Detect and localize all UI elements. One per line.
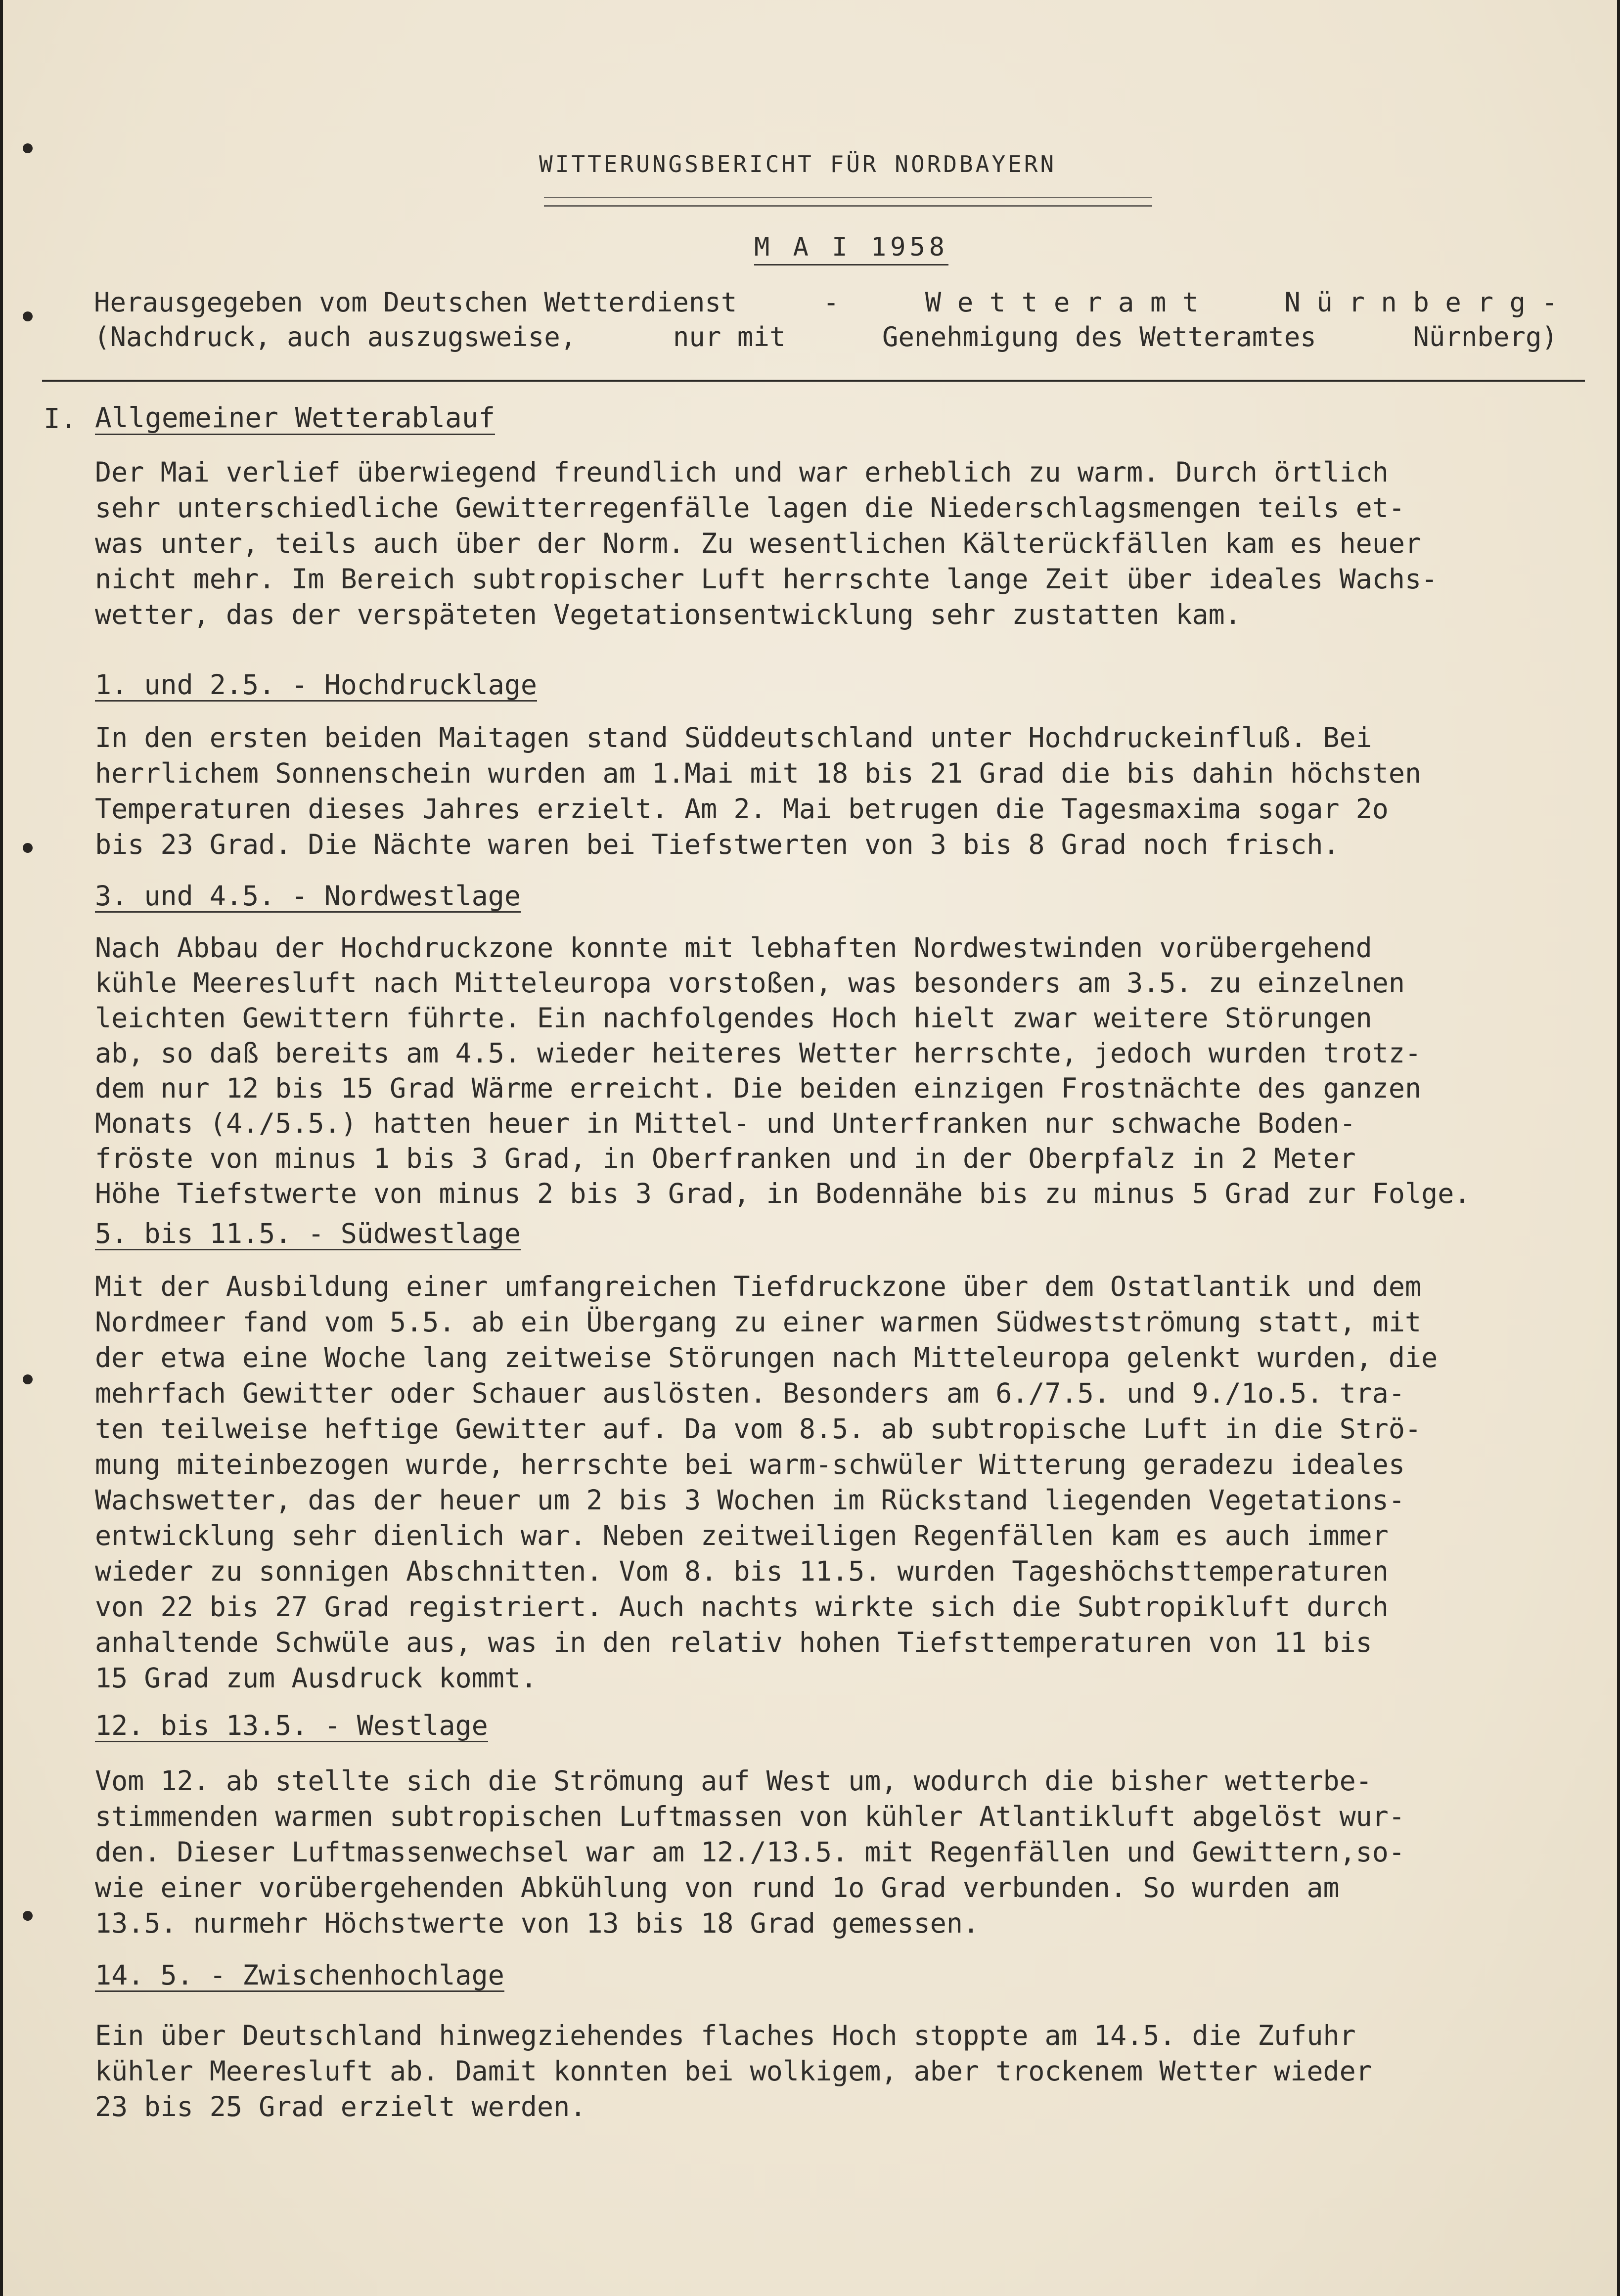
text-line: anhaltende Schwüle aus, was in den relativ hohen Tiefsttemperaturen von 11 bis (95, 1627, 1372, 1658)
text-line: von 22 bis 27 Grad registriert. Auch nachts wirkte sich die Subtropikluft durch (95, 1591, 1389, 1623)
page-edge-left (0, 0, 3, 2296)
punch-hole-icon (23, 1911, 33, 1921)
text-line: 23 bis 25 Grad erzielt werden. (95, 2091, 586, 2122)
text-line: 13.5. nurmehr Höchstwerte von 13 bis 18 Grad gemessen. (95, 1907, 980, 1939)
period-heading: 1. und 2.5. - Hochdrucklage (95, 669, 538, 701)
punch-hole-icon (23, 1374, 33, 1384)
period-heading: 12. bis 13.5. - Westlage (95, 1710, 488, 1741)
text-line: wie einer vorübergehenden Abkühlung von rund 1o Grad verbunden. So wurden am (95, 1872, 1340, 1903)
publisher-city: N ü r n b e r g - (1284, 287, 1558, 318)
reprint-approval: Genehmigung des Wetteramtes (882, 321, 1316, 353)
text-line: wieder zu sonnigen Abschnitten. Vom 8. bis 11.5. wurden Tageshöchsttemperaturen (95, 1555, 1389, 1587)
reprint-city: Nürnberg) (1413, 321, 1558, 353)
text-line: Nordmeer fand vom 5.5. ab ein Übergang zu einer warmen Südwestströmung statt, mit (95, 1306, 1422, 1338)
text-line: wetter, das der verspäteten Vegetationsentwicklung sehr zustatten kam. (95, 599, 1241, 630)
text-line: nicht mehr. Im Bereich subtropischer Luft herrschte lange Zeit über ideales Wachs- (95, 563, 1438, 595)
text-line: der etwa eine Woche lang zeitweise Störungen nach Mitteleuropa gelenkt wurden, die (95, 1342, 1438, 1373)
section-title: Allgemeiner Wetterablauf (95, 402, 495, 434)
text-line: fröste von minus 1 bis 3 Grad, in Oberfranken und in der Oberpfalz in 2 Meter (95, 1143, 1356, 1174)
text-line: den. Dieser Luftmassenwechsel war am 12./13.5. mit Regenfällen und Gewittern,so- (95, 1836, 1405, 1868)
text-line: 15 Grad zum Ausdruck kommt. (95, 1662, 538, 1694)
text-line: kühle Meeresluft nach Mitteleuropa vorstoßen, was besonders am 3.5. zu einzelnen (95, 967, 1405, 999)
period-heading: 3. und 4.5. - Nordwestlage (95, 880, 521, 912)
text-line: dem nur 12 bis 15 Grad Wärme erreicht. Die beiden einzigen Frostnächte des ganzen (95, 1072, 1422, 1104)
publisher-office: W e t t e r a m t (925, 287, 1199, 318)
header-rule (42, 380, 1585, 382)
text-line: mung miteinbezogen wurde, herrschte bei warm-schwüler Witterung geradezu ideales (95, 1449, 1405, 1480)
period-heading: 5. bis 11.5. - Südwestlage (95, 1218, 521, 1249)
text-line: bis 23 Grad. Die Nächte waren bei Tiefstwerten von 3 bis 8 Grad noch frisch. (95, 829, 1340, 860)
reprint-only-with: nur mit (673, 321, 786, 353)
text-line: kühler Meeresluft ab. Damit konnten bei wolkigem, aber trockenem Wetter wieder (95, 2055, 1372, 2087)
publisher-line (94, 287, 1558, 318)
text-line: Wachswetter, das der heuer um 2 bis 3 Wochen im Rückstand liegenden Vegetations- (95, 1484, 1405, 1516)
text-line: stimmenden warmen subtropischen Luftmassen von kühler Atlantikluft abgelöst wur- (95, 1801, 1405, 1832)
section-number: I. (44, 403, 77, 435)
text-line: sehr unterschiedliche Gewitterregenfälle lagen die Niederschlagsmengen teils et- (95, 492, 1405, 524)
text-line: mehrfach Gewitter oder Schauer auslösten. Besonders am 6./7.5. und 9./1o.5. tra- (95, 1377, 1405, 1409)
text-line: Vom 12. ab stellte sich die Strömung auf West um, wodurch die bisher wetterbe- (95, 1765, 1372, 1797)
punch-hole-icon (23, 143, 33, 153)
text-line: Der Mai verlief überwiegend freundlich und war erheblich zu warm. Durch örtlich (95, 456, 1389, 488)
punch-hole-icon (23, 843, 33, 853)
text-line: entwicklung sehr dienlich war. Neben zeitweiligen Regenfällen kam es auch immer (95, 1520, 1389, 1551)
punch-hole-icon (23, 311, 33, 321)
report-month: M A I 1958 (754, 232, 948, 265)
reprint-notice-line (94, 321, 1558, 353)
text-line: ten teilweise heftige Gewitter auf. Da vom 8.5. ab subtropische Luft in die Strö- (95, 1413, 1422, 1445)
text-line: herrlichem Sonnenschein wurden am 1.Mai mit 18 bis 21 Grad die bis dahin höchsten (95, 757, 1422, 789)
text-line: Mit der Ausbildung einer umfangreichen Tiefdruckzone über dem Ostatlantik und dem (95, 1271, 1422, 1302)
text-line: leichten Gewittern führte. Ein nachfolgendes Hoch hielt zwar weitere Störungen (95, 1002, 1372, 1034)
period-heading: 14. 5. - Zwischenhochlage (95, 1959, 504, 1991)
reprint-text: (Nachdruck, auch auszugsweise, (94, 321, 577, 353)
text-line: Höhe Tiefstwerte von minus 2 bis 3 Grad, in Bodennähe bis zu minus 5 Grad zur Folge. (95, 1178, 1471, 1209)
text-line: In den ersten beiden Maitagen stand Süddeutschland unter Hochdruckeinfluß. Bei (95, 722, 1372, 753)
text-line: Ein über Deutschland hinwegziehendes flaches Hoch stoppte am 14.5. die Zufuhr (95, 2020, 1356, 2051)
text-line: was unter, teils auch über der Norm. Zu wesentlichen Kälterückfällen kam es heuer (95, 528, 1422, 559)
text-line: Monats (4./5.5.) hatten heuer in Mittel- und Unterfranken nur schwache Boden- (95, 1107, 1356, 1139)
publisher-dash: - (823, 287, 839, 318)
document-title: WITTERUNGSBERICHT FÜR NORDBAYERN (539, 151, 1057, 177)
title-double-rule (544, 197, 1152, 207)
publisher-text: Herausgegeben vom Deutschen Wetterdienst (94, 287, 737, 318)
text-line: Temperaturen dieses Jahres erzielt. Am 2. Mai betrugen die Tagesmaxima sogar 2o (95, 793, 1389, 825)
text-line: ab, so daß bereits am 4.5. wieder heiteres Wetter herrschte, jedoch wurden trotz- (95, 1037, 1422, 1069)
page-edge-right (1617, 0, 1620, 2296)
text-line: Nach Abbau der Hochdruckzone konnte mit lebhaften Nordwestwinden vorübergehend (95, 932, 1372, 964)
